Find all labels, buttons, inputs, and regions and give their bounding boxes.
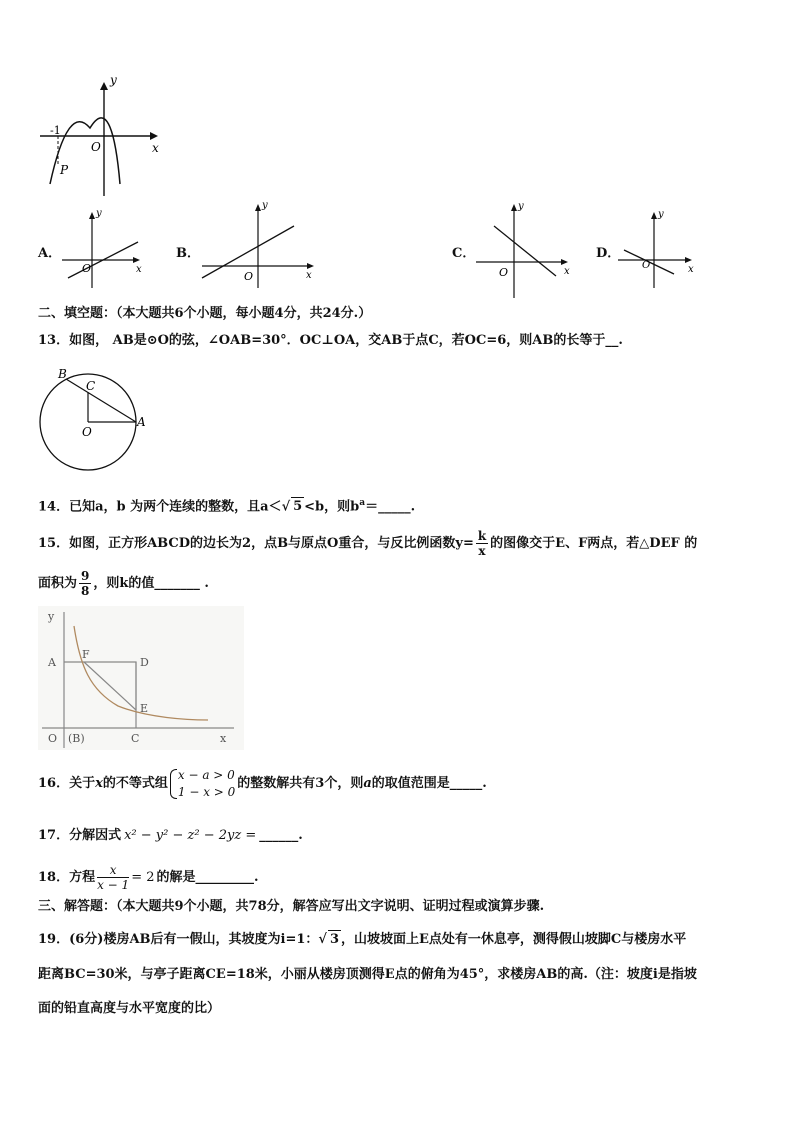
q19-line1-post: ，山坡坡面上E点处有一休息亭，测得假山坡脚C与楼房水平 [340, 932, 687, 947]
frac-num: x [97, 863, 129, 878]
sqrt-icon: √ [318, 932, 327, 947]
point-a-label: A [137, 415, 146, 429]
fraction-x-over-x-minus-1 [97, 863, 129, 892]
point-e-label: E [140, 702, 149, 715]
q16-mid: 的不等式组 [102, 776, 168, 791]
y-label: y [658, 209, 664, 220]
q16-post2: 的取值范围是_____. [371, 776, 487, 791]
fraction-9-over-8 [79, 569, 91, 598]
option-c-label[interactable]: C． [452, 246, 476, 261]
x-axis-arrow [561, 259, 568, 265]
q19-line1-pre: 19．(6分)楼房AB后有一假山，其坡度为i=1： [38, 932, 319, 947]
q18-pre: 18．方程 [38, 870, 96, 885]
q15-line2-post: ，则k的值_______ . [93, 576, 209, 591]
frac-den: 8 [81, 584, 90, 598]
q14-pre: 14．已知a，b 为两个连续的整数，且a＜ [38, 499, 282, 515]
minus-one-label: -1 [50, 124, 61, 137]
y-label: y [48, 610, 55, 623]
q14-end: ＝_____. [365, 499, 416, 515]
x-label: x [688, 264, 694, 275]
q18-post: 的解是_________. [156, 870, 259, 885]
y-label: y [96, 208, 102, 219]
x-axis-arrow [307, 263, 314, 269]
question-15-line1 [38, 526, 697, 562]
option-b-label[interactable]: B． [176, 246, 200, 261]
frac-den: x [478, 544, 486, 558]
q15-line2-pre: 面积为 [38, 576, 78, 591]
point-o-label: O [48, 732, 58, 745]
fraction-k-over-x [476, 529, 488, 558]
q17-post: ______. [259, 828, 303, 843]
origin-label: O [642, 260, 651, 271]
q14-post: <b，则b [304, 499, 360, 515]
sqrt-icon: √ [281, 499, 291, 515]
option-c-graph[interactable] [474, 198, 578, 300]
q15-line1-pre: 15．如图，正方形ABCD的边长为2，点B与原点O重合，与反比例函数y= [38, 536, 474, 551]
frac-den: x − 1 [97, 878, 130, 892]
option-d-label[interactable]: D． [596, 246, 621, 261]
x-axis-arrow [133, 257, 140, 263]
question-19-line1 [38, 930, 686, 949]
question-18 [38, 858, 259, 898]
point-a-label: A [48, 656, 56, 669]
chord-ab [66, 379, 136, 422]
x-axis-arrow [150, 132, 158, 140]
origin-label: O [244, 270, 254, 283]
section-2-heading: 二、填空题：（本大题共6个小题，每小题4分，共24分.） [38, 306, 372, 321]
q16-var-x: x [95, 776, 103, 791]
question-19-line3: 面的铅直高度与水平宽度的比） [38, 1001, 221, 1016]
question-14 [38, 494, 415, 516]
x-label: x [306, 270, 312, 281]
question-16 [38, 764, 487, 804]
q18-eq: = 2 [131, 870, 155, 885]
inequality-system [170, 767, 235, 801]
question-15-line2 [38, 566, 209, 602]
y-axis-arrow [255, 204, 261, 211]
question-13: 13．如图， AB是⊙O的弦，∠OAB=30°．OC⊥OA，交AB于点C，若OC=6，则AB的长等于__. [38, 333, 623, 348]
q17-pre: 17．分解因式 [38, 828, 122, 843]
option-d-graph[interactable] [616, 206, 702, 290]
circle-figure [38, 364, 150, 472]
q16-pre: 16．关于 [38, 776, 96, 791]
point-b-label: B [58, 367, 67, 381]
x-axis-arrow [685, 257, 692, 263]
origin-label: O [499, 266, 509, 279]
q19-root: 3 [329, 932, 339, 947]
inequality-2: 1 − x > 0 [177, 784, 236, 799]
y-label: y [262, 200, 268, 211]
x-label: x [220, 732, 227, 745]
y-label: y [518, 201, 524, 212]
q16-post1: 的整数解共有3个，则 [237, 776, 364, 791]
x-label: x [564, 266, 570, 277]
q14-root: 5 [293, 499, 303, 515]
section-3-heading: 三、解答题：（本大题共9个小题，共78分，解答应写出文字说明、证明过程或演算步骤. [38, 899, 545, 914]
point-c-label: C [86, 379, 96, 393]
point-c-label: C [131, 732, 140, 745]
square-hyperbola-figure [38, 606, 244, 750]
y-axis-arrow [511, 204, 517, 211]
y-axis-arrow [100, 82, 108, 90]
point-d-label: D [140, 656, 149, 669]
option-a-graph[interactable] [60, 206, 146, 290]
origin-label: O [82, 262, 92, 275]
question-17 [38, 827, 303, 845]
q16-var-a: a [363, 776, 372, 791]
point-o-label: O [82, 425, 92, 439]
x-label: x [152, 141, 159, 155]
p-label: P [60, 163, 69, 177]
frac-num: k [477, 529, 487, 543]
y-axis-arrow [651, 212, 657, 219]
question-19-line2: 距离BC=30米，与亭子距离CE=18米，小丽从楼房顶测得E点的俯角为45°，求楼房AB的高.（注：坡度i是指坡 [38, 967, 697, 982]
option-a-label[interactable]: A． [38, 246, 62, 261]
origin-label: O [91, 140, 101, 154]
q15-line1-post: 的图像交于E、F两点，若△DEF 的 [490, 536, 698, 551]
point-b-label: (B) [68, 732, 85, 745]
frac-num: 9 [81, 569, 90, 583]
y-label: y [110, 73, 117, 87]
option-b-graph[interactable] [196, 196, 326, 290]
q17-expression: x² − y² − z² − 2yz = [124, 828, 257, 843]
inequality-1: x − a > 0 [177, 767, 235, 782]
top-parabola-graph [40, 72, 170, 198]
point-f-label: F [82, 648, 90, 661]
x-label: x [136, 264, 142, 275]
q14-sup: a [359, 498, 366, 508]
y-axis-arrow [89, 212, 95, 219]
